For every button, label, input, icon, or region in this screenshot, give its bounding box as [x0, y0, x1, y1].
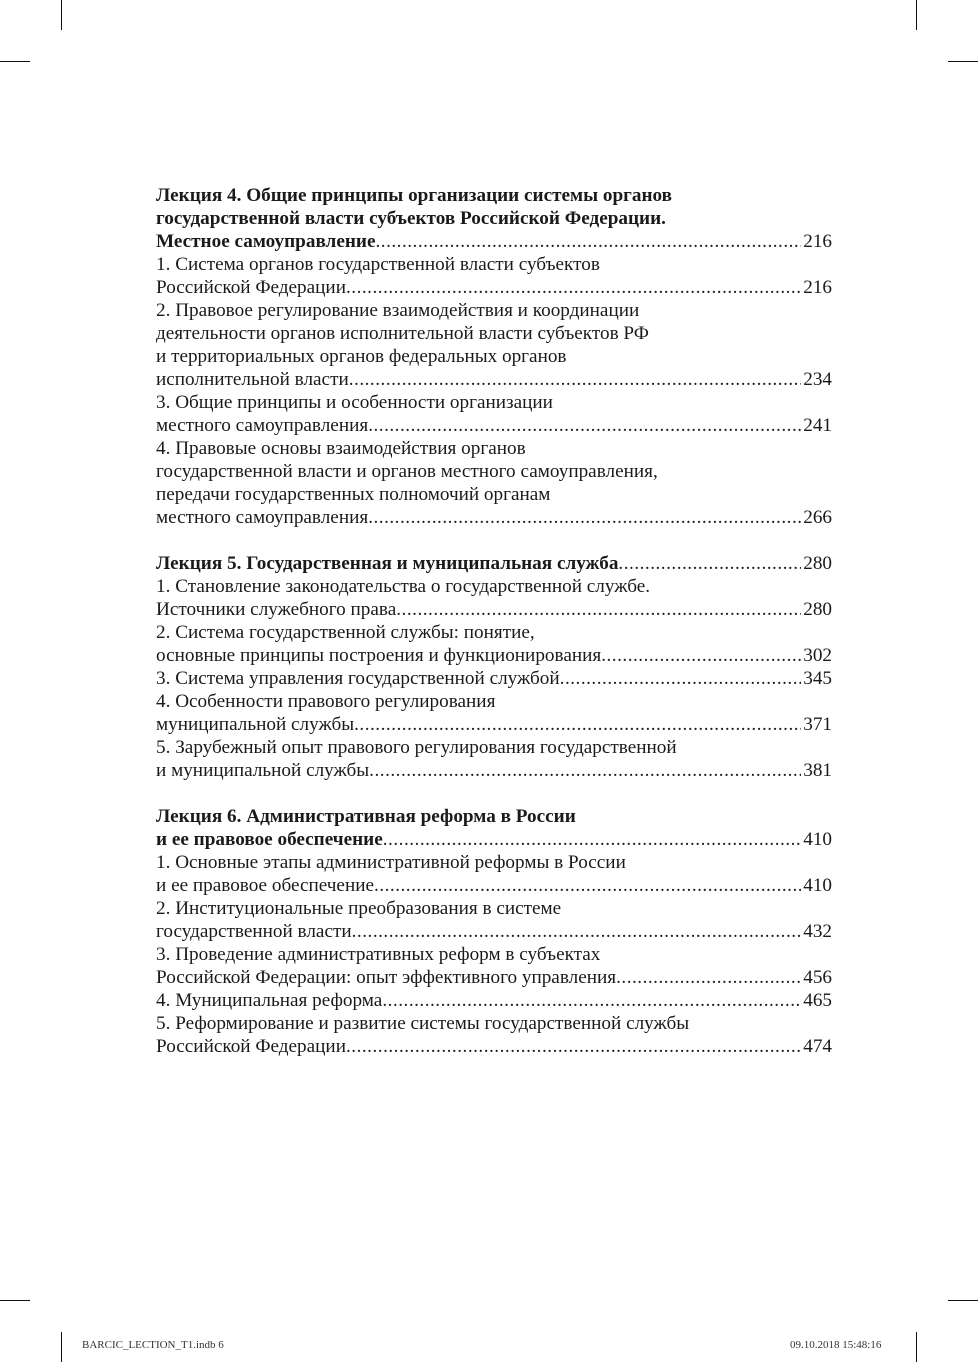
crop-mark-top-left-h: [0, 61, 30, 62]
dot-leader: [374, 874, 801, 897]
toc-entry-text: Российской Федерации: [156, 277, 346, 298]
crop-mark-top-right: [916, 0, 917, 30]
page-number: 432: [803, 921, 832, 942]
toc-entry-line: [156, 598, 832, 621]
toc-entry-text: передачи государственных полномочий органам: [156, 484, 551, 505]
page-number: 216: [803, 231, 832, 252]
page-number: 266: [803, 507, 832, 528]
toc-entry-line: [156, 575, 832, 598]
dot-leader: [354, 713, 801, 736]
toc-entry-line: [156, 483, 832, 506]
dot-leader: [346, 276, 801, 299]
dot-leader: [382, 989, 801, 1012]
toc-entry-text: 5. Зарубежный опыт правового регулирования государственной: [156, 737, 677, 758]
dot-leader: [616, 966, 801, 989]
toc-entry-line: [156, 874, 832, 897]
lecture-heading-line: [156, 184, 832, 207]
toc-entry-text: государственной власти субъектов Российской Федерации.: [156, 208, 666, 229]
toc-entry-line: [156, 690, 832, 713]
toc-entry-text: государственной власти: [156, 921, 352, 942]
toc-entry-line: [156, 621, 832, 644]
lecture-section: [156, 552, 832, 782]
toc-entry-text: государственной власти и органов местного самоуправления,: [156, 461, 658, 482]
toc-entry-text: 3. Общие принципы и особенности организации: [156, 392, 553, 413]
toc-entry-text: муниципальной службы: [156, 714, 355, 735]
toc-entry-line: [156, 1035, 832, 1058]
toc-entry-text: Местное самоуправление: [156, 231, 376, 252]
toc-entry-text: 2. Институциональные преобразования в системе: [156, 898, 562, 919]
lecture-heading-line: [156, 207, 832, 230]
toc-entry-text: деятельности органов исполнительной власти субъектов РФ: [156, 323, 649, 344]
toc-entry-line: [156, 391, 832, 414]
dot-leader: [369, 759, 801, 782]
page-number: 465: [803, 990, 832, 1011]
crop-mark-top-left: [61, 0, 62, 30]
footer-file-info: BARCIC_LECTION_T1.indb 6: [82, 1339, 224, 1351]
toc-entry-text: Лекция 5. Государственная и муниципальная служба: [156, 553, 619, 574]
dot-leader: [601, 644, 801, 667]
dot-leader: [618, 552, 801, 575]
toc-entry-text: 5. Реформирование и развитие системы государственной службы: [156, 1013, 690, 1034]
lecture-section: [156, 805, 832, 1058]
toc-entry-text: и территориальных органов федеральных органов: [156, 346, 567, 367]
toc-entry-line: [156, 345, 832, 368]
toc-entry-text: Российской Федерации: [156, 1036, 346, 1057]
toc-entry-line: [156, 414, 832, 437]
toc-entry-text: местного самоуправления: [156, 415, 369, 436]
toc-entry-text: 3. Проведение административных реформ в субъектах: [156, 944, 601, 965]
page-number: 410: [803, 829, 832, 850]
toc-entry-text: Источники служебного права: [156, 599, 397, 620]
table-of-contents: [156, 184, 832, 1058]
toc-entry-text: и муниципальной службы: [156, 760, 370, 781]
lecture-heading-line: [156, 828, 832, 851]
crop-mark-top-right-h: [948, 61, 978, 62]
toc-entry-text: местного самоуправления: [156, 507, 369, 528]
lecture-heading-line: [156, 805, 832, 828]
toc-entry-text: исполнительной власти: [156, 369, 349, 390]
dot-leader: [396, 598, 801, 621]
toc-entry-text: 3. Система управления государственной службой: [156, 668, 560, 689]
page-number: 280: [803, 599, 832, 620]
toc-entry-text: и ее правовое обеспечение: [156, 875, 375, 896]
toc-entry-text: 4. Особенности правового регулирования: [156, 691, 496, 712]
toc-entry-line: [156, 460, 832, 483]
toc-entry-text: 4. Правовые основы взаимодействия органов: [156, 438, 526, 459]
dot-leader: [383, 828, 801, 851]
toc-entry-line: [156, 644, 832, 667]
toc-entry-line: [156, 736, 832, 759]
crop-mark-bottom-left: [61, 1332, 62, 1362]
dot-leader: [346, 1035, 801, 1058]
toc-entry-line: [156, 299, 832, 322]
toc-entry-line: [156, 851, 832, 874]
toc-entry-text: и ее правовое обеспечение: [156, 829, 383, 850]
section-gap: [156, 782, 832, 805]
toc-entry-text: 1. Становление законодательства о государственной службе.: [156, 576, 651, 597]
toc-entry-line: [156, 253, 832, 276]
toc-entry-text: 1. Система органов государственной власти субъектов: [156, 254, 600, 275]
toc-entry-line: [156, 897, 832, 920]
crop-mark-bottom-left-h: [0, 1300, 30, 1301]
page-number: 474: [803, 1036, 832, 1057]
toc-entry-line: [156, 943, 832, 966]
dot-leader: [368, 506, 801, 529]
dot-leader: [560, 667, 802, 690]
toc-entry-line: [156, 437, 832, 460]
crop-mark-bottom-right: [916, 1332, 917, 1362]
section-gap: [156, 529, 832, 552]
dot-leader: [375, 230, 801, 253]
toc-entry-line: [156, 368, 832, 391]
toc-entry-line: [156, 759, 832, 782]
footer-timestamp: 09.10.2018 15:48:16: [790, 1339, 882, 1351]
toc-entry-line: [156, 966, 832, 989]
toc-entry-line: [156, 920, 832, 943]
toc-entry-text: Лекция 6. Административная реформа в России: [156, 806, 576, 827]
toc-entry-text: 4. Муниципальная реформа: [156, 990, 383, 1011]
dot-leader: [368, 414, 801, 437]
toc-entry-line: [156, 276, 832, 299]
toc-entry-line: [156, 667, 832, 690]
page-number: 234: [803, 369, 832, 390]
crop-mark-bottom-right-h: [948, 1300, 978, 1301]
toc-entry-text: Лекция 4. Общие принципы организации системы органов: [156, 185, 673, 206]
toc-entry-text: 1. Основные этапы административной реформы в России: [156, 852, 626, 873]
lecture-section: [156, 184, 832, 529]
page-number: 216: [803, 277, 832, 298]
page-number: 371: [803, 714, 832, 735]
toc-entry-text: Российской Федерации: опыт эффективного управления: [156, 967, 617, 988]
toc-entry-text: основные принципы построения и функционирования: [156, 645, 602, 666]
toc-entry-text: 2. Правовое регулирование взаимодействия и координации: [156, 300, 640, 321]
page-number: 410: [803, 875, 832, 896]
page-number: 302: [803, 645, 832, 666]
page-number: 241: [803, 415, 832, 436]
toc-entry-line: [156, 989, 832, 1012]
lecture-heading-line: [156, 552, 832, 575]
dot-leader: [349, 368, 801, 391]
page-number: 280: [803, 553, 832, 574]
page-number: 381: [803, 760, 832, 781]
toc-entry-line: [156, 506, 832, 529]
toc-entry-line: [156, 713, 832, 736]
dot-leader: [352, 920, 802, 943]
lecture-heading-line: [156, 230, 832, 253]
page-number: 345: [803, 668, 832, 689]
toc-entry-line: [156, 322, 832, 345]
page-number: 456: [803, 967, 832, 988]
toc-entry-line: [156, 1012, 832, 1035]
toc-entry-text: 2. Система государственной службы: понятие,: [156, 622, 535, 643]
